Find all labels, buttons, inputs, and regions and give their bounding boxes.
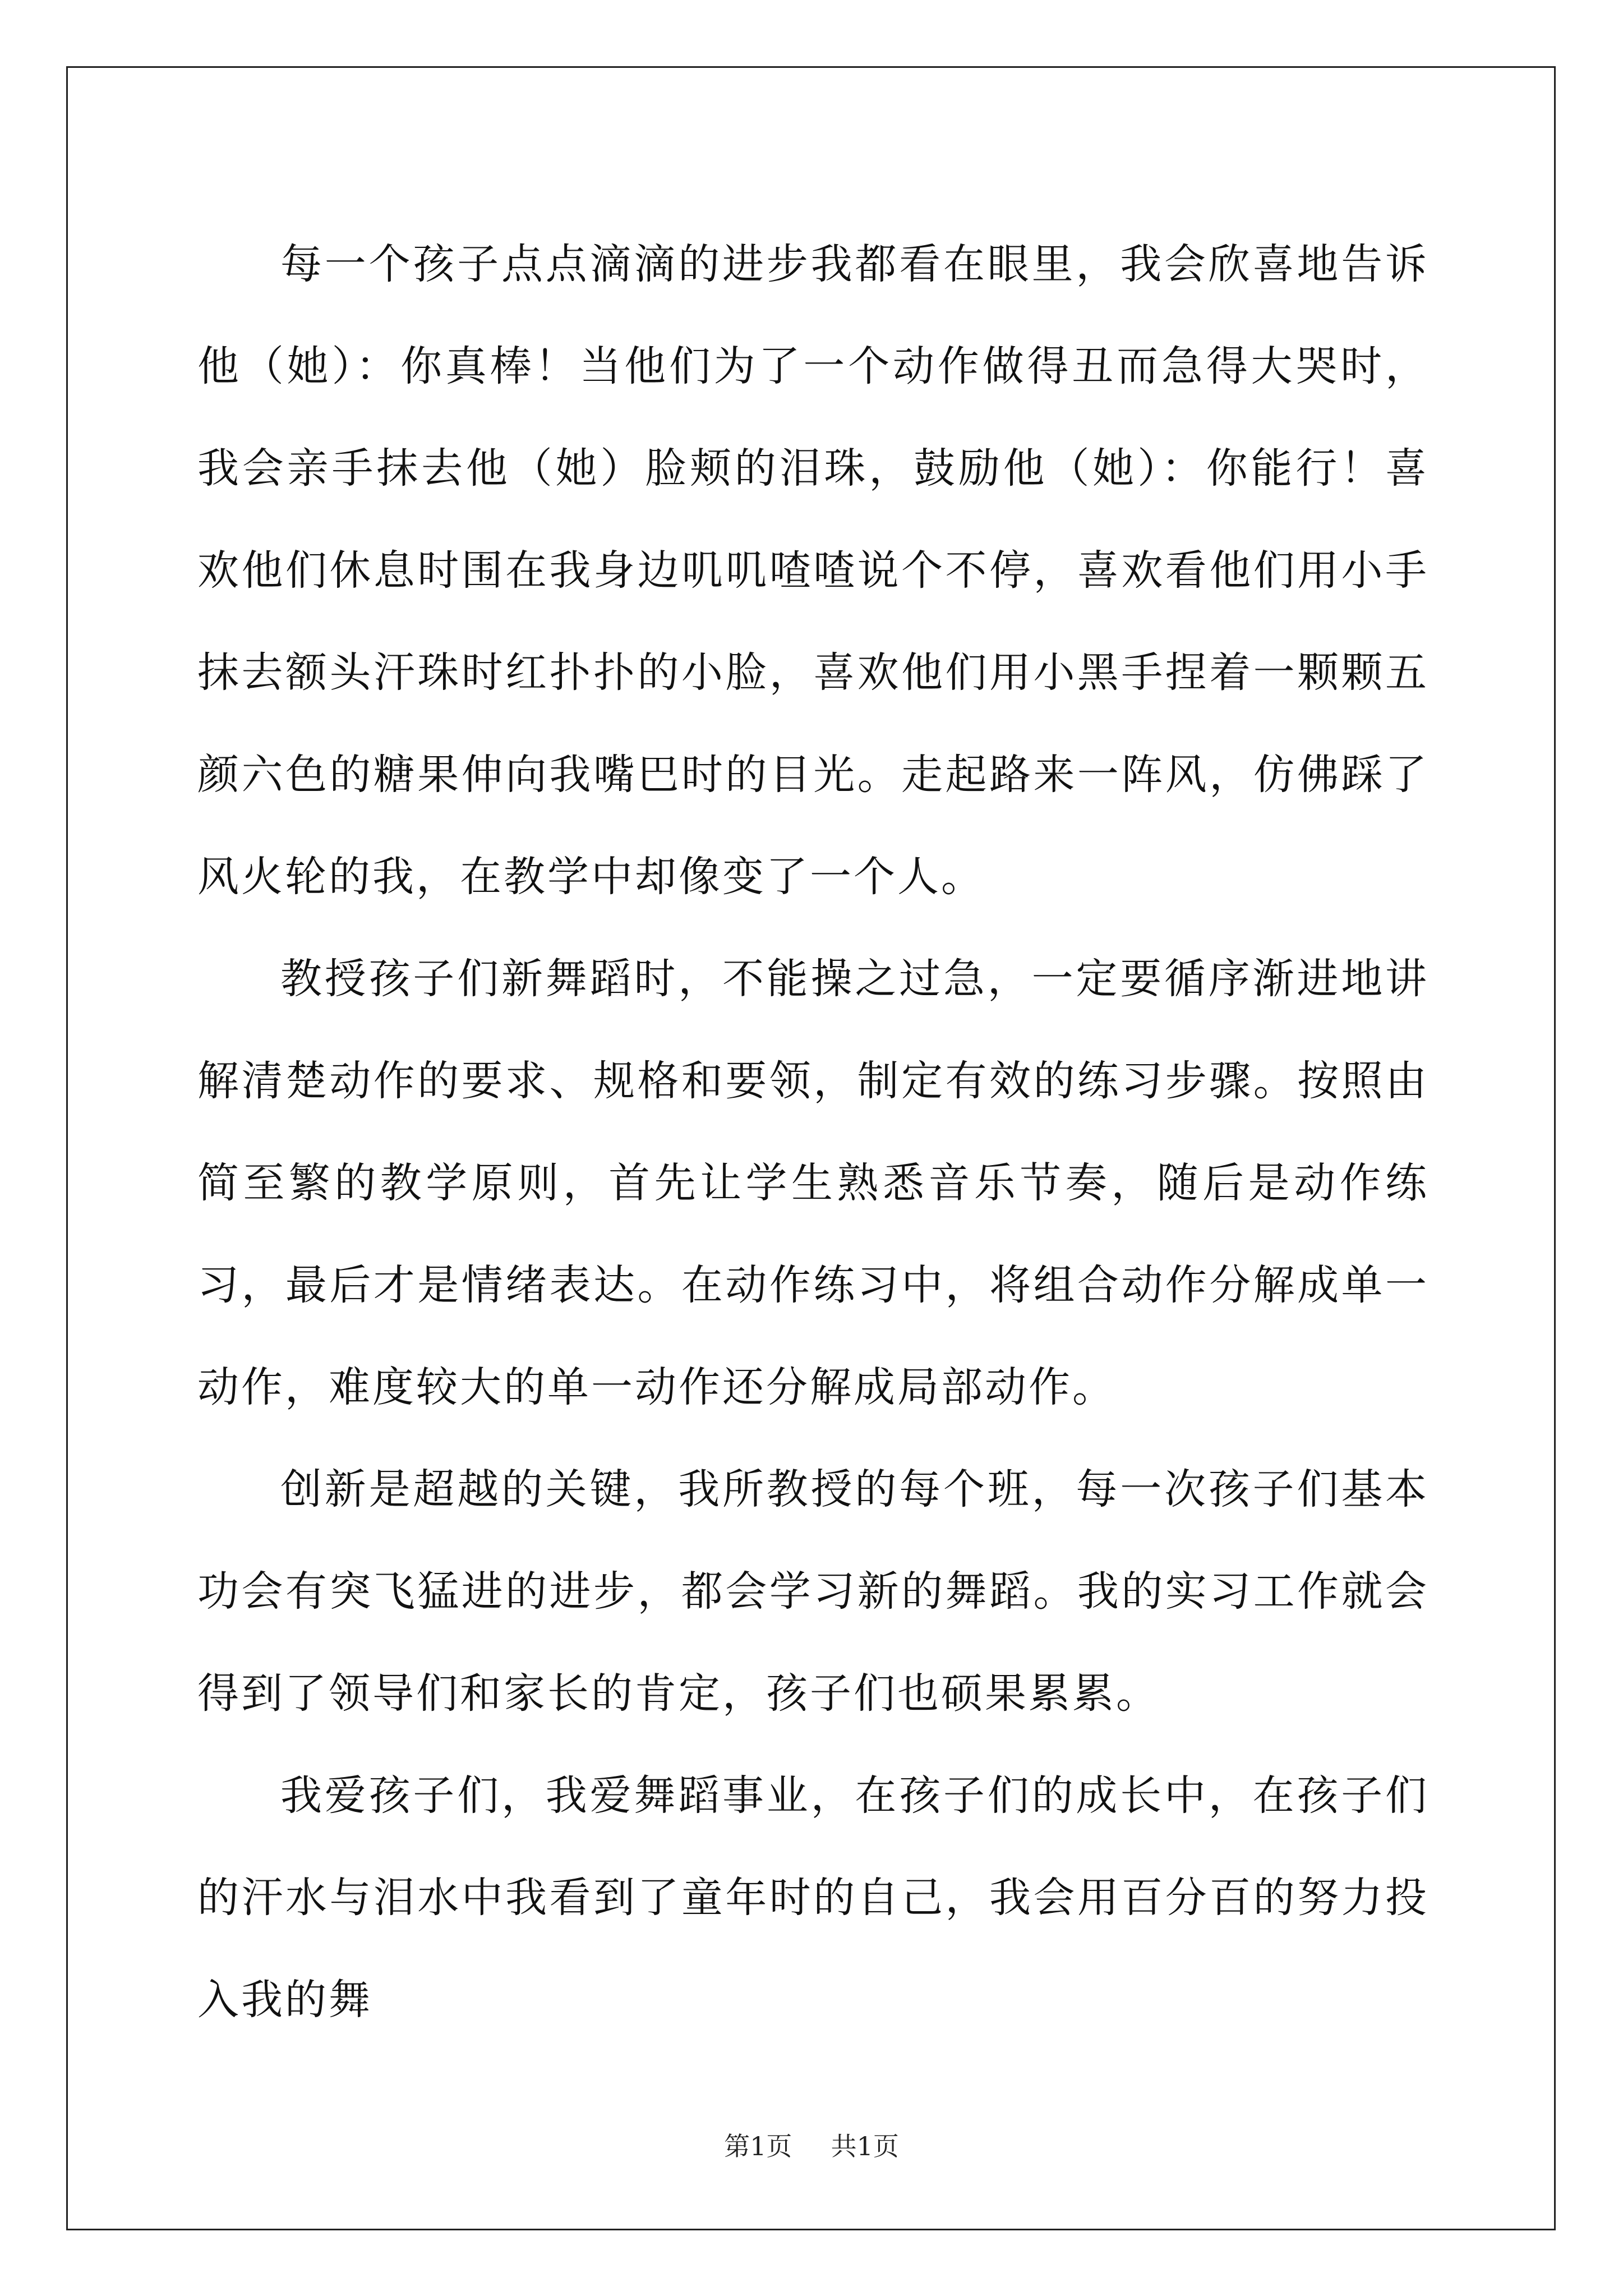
- page-number: 第1页: [724, 2131, 792, 2161]
- paragraph-4: 我爱孩子们，我爱舞蹈事业，在孩子们的成长中，在孩子们的汗水与泪水中我看到了童年时的自己，我会用百分百的努力投入我的舞: [197, 1772, 1429, 2024]
- document-body: [197, 213, 1429, 2051]
- paragraph-2: 教授孩子们新舞蹈时，不能操之过急，一定要循序渐进地讲解清楚动作的要求、规格和要领，制定有效的练习步骤。按照由简至繁的教学原则，首先让学生熟悉音乐节奏，随后是动作练习，最后才是情绪表达。在动作练习中，将组合动作分解成单一动作，难度较大的单一动作还分解成局部动作。: [197, 955, 1429, 1411]
- paragraph-1: 每一个孩子点点滴滴的进步我都看在眼里，我会欣喜地告诉他（她）：你真棒！当他们为了一个动作做得丑而急得大哭时，我会亲手抹去他（她）脸颊的泪珠，鼓励他（她）：你能行！喜欢他们休息时围在我身边叽叽喳喳说个不停，喜欢看他们用小手抹去额头汗珠时红扑扑的小脸，喜欢他们用小黑手捏着一颗颗五颜六色的糖果伸向我嘴巴时的目光。走起路来一阵风，仿佛踩了风火轮的我，在教学中却像变了一个人。: [197, 240, 1429, 901]
- page-total: 共1页: [831, 2131, 899, 2161]
- paragraph-3: 创新是超越的关键，我所教授的每个班，每一次孩子们基本功会有突飞猛进的进步，都会学习新的舞蹈。我的实习工作就会得到了领导们和家长的肯定，孩子们也硕果累累。: [197, 1465, 1429, 1718]
- page-footer: [0, 2126, 1623, 2163]
